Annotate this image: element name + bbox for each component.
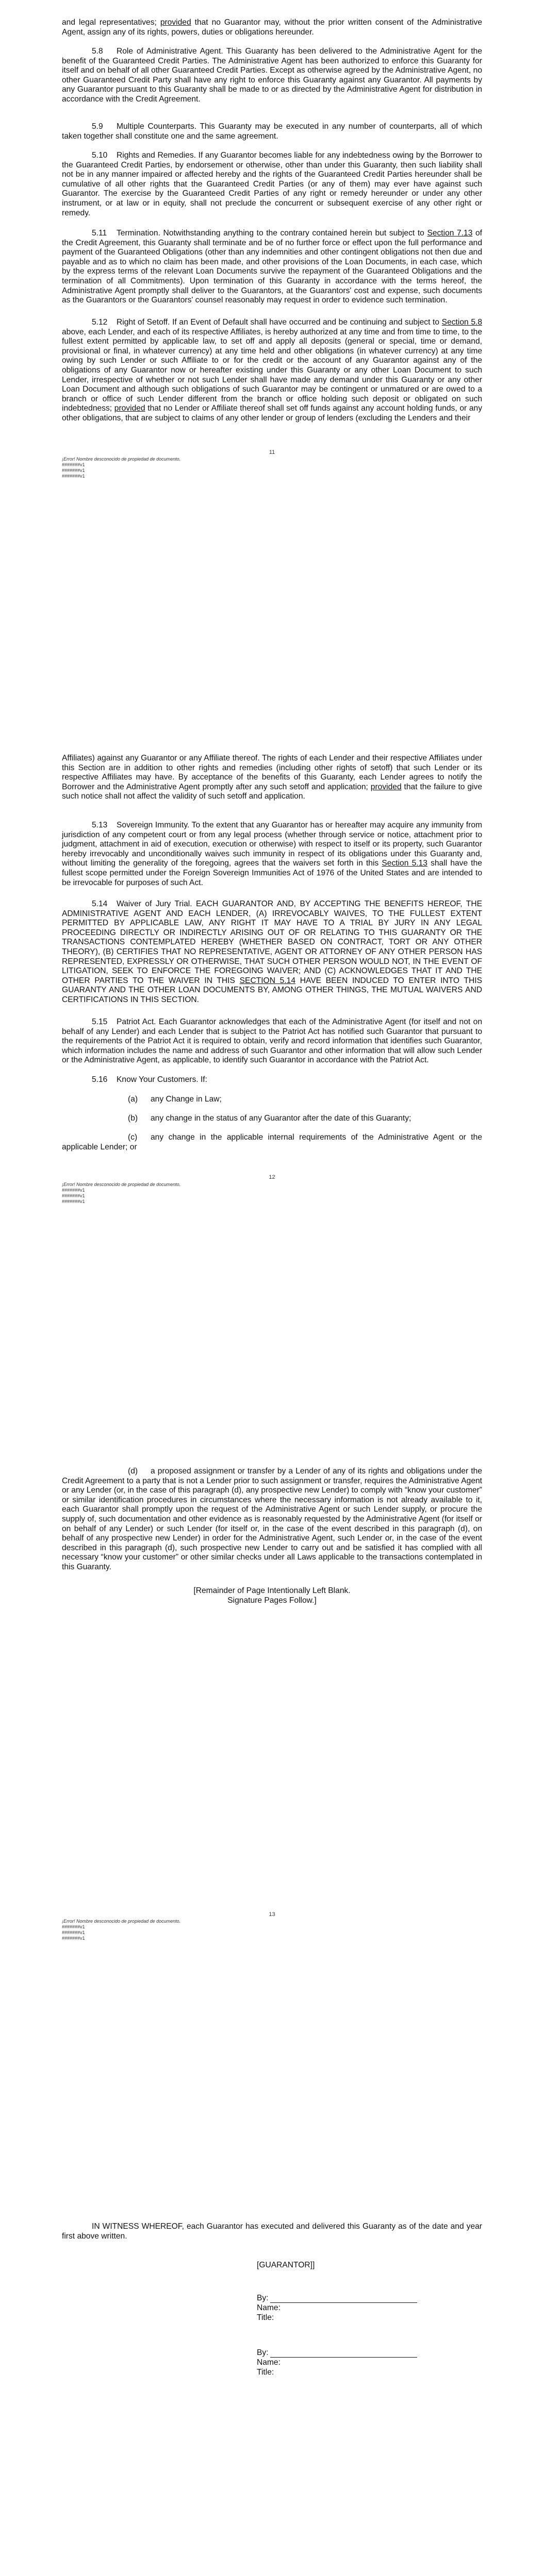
name-label: Name: <box>257 2358 281 2367</box>
section-5-14 <box>62 900 482 1005</box>
page-number: 13 <box>269 1911 275 1918</box>
section-5-11 <box>62 229 482 306</box>
section-text: Termination. Notwithstanding anything to the contrary contained herein but subject to <box>117 229 427 238</box>
footer-error: ¡Error! Nombre desconocido de propiedad de documento. <box>62 1182 181 1187</box>
footer-doc-id <box>62 1919 180 1941</box>
doc-id: #######v1 <box>62 1199 85 1204</box>
text: and legal representatives; <box>62 18 160 27</box>
section-number: 5.13 <box>92 821 108 829</box>
section-reference: Section 5.8 <box>441 318 482 327</box>
list-label: (a) <box>128 1095 138 1104</box>
title-label: Title: <box>257 2368 274 2377</box>
remainder-note-2: Signature Pages Follow.] <box>227 1596 317 1605</box>
footer-error: ¡Error! Nombre desconocido de propiedad de documento. <box>62 456 181 462</box>
doc-id: #######v1 <box>62 473 85 479</box>
list-text: any change in the applicable internal requirements of the Administrative Agent or the applicable Lender; or <box>62 1133 482 1151</box>
footer-doc-id <box>62 1182 180 1205</box>
section-number: 5.11 <box>92 229 107 238</box>
section-text: Know Your Customers. If: <box>117 1075 207 1084</box>
section-text: Patriot Act. Each Guarantor acknowledges that each of the Administrative Agent (for itself and not on behalf of any Lender) and each Lender that is subject to the Patriot Act has notified such Guarantor that pursuant to the requirements of the Patriot Act it is required to obtain, verify and record information that identifies such Guarantor, which information includes the name and address of such Guarantor and other information that will allow such Lender or the Administrative Agent, as applicable, to identify such Guarantor in accordance with the Patriot Act. <box>62 1018 482 1065</box>
footer-error: ¡Error! Nombre desconocido de propiedad de documento. <box>62 1919 181 1924</box>
remainder-note-1: [Remainder of Page Intentionally Left Blank. <box>193 1586 351 1595</box>
list-item-a <box>92 1095 482 1105</box>
section-text: Sovereign Immunity. To the extent that any Guarantor has or hereafter may acquire any immunity from jurisdiction of any competent court or from any legal process (whether through service or notice, attachment prior to judgment, attachment in aid of execution, execution or otherwise) with respect to itself or its property, such Guarantor hereby irrevocably and unconditionally waives such immunity in respect of its obligations under this Guaranty and, without limiting the generality of the foregoing, agrees that the waivers set forth in this <box>62 821 482 868</box>
section-text: that no Lender or Affiliate thereof shall set off funds against any account holding funds, or any other obligations, that are subject to claims of any other lender or group of lenders (excluding the Lenders and their <box>62 404 482 422</box>
paragraph-intro <box>62 18 482 37</box>
text: that the failure to give such notice shall not affect the validity of such setoff and application. <box>62 782 482 801</box>
section-5-8 <box>62 47 482 105</box>
text-underlined: provided <box>160 18 191 27</box>
section-reference: Section 7.13 <box>427 229 473 238</box>
section-5-15 <box>62 1018 482 1065</box>
title-label: Title: <box>257 2313 274 2322</box>
section-text: Waiver of Jury Trial. EACH GUARANTOR AND, BY ACCEPTING THE BENEFITS HEREOF, THE ADMINISTRATIVE AGENT AND EACH LENDER, (A) IRREVOCABLY WAIVES, TO THE FULLEST EXTENT PERMITTED BY APPLICABLE LAW, ANY RIGHT IT MAY HAVE TO A TRIAL BY JURY IN ANY LEGAL PROCEEDING DIRECTLY OR INDIRECTLY ARISING OUT OF OR RELATING TO THIS GUARANTY OR THE TRANSACTIONS CONTEMPLATED HEREBY (WHETHER BASED ON CONTRACT, TORT OR ANY OTHER THEORY), (B) CERTIFIES THAT NO REPRESENTATIVE, AGENT OR ATTORNEY OF ANY OTHER PERSON HAS REPRESENTED, EXPRESSLY OR OTHERWISE, THAT SUCH OTHER PERSON WOULD NOT, IN THE EVENT OF LITIGATION, SEEK TO ENFORCE THE FOREGOING WAIVER; AND (C) ACKNOWLEDGES THAT IT AND THE OTHER PARTIES TO THE WAIVER IN THIS <box>62 900 482 985</box>
section-5-13 <box>62 821 482 888</box>
section-text: Right of Setoff. If an Event of Default shall have occurred and be continuing and subject to <box>117 318 442 327</box>
witness-text: IN WITNESS WHEREOF, each Guarantor has executed and delivered this Guaranty as of the date and year first above written. <box>62 2222 482 2241</box>
by-label: By: <box>257 2348 269 2357</box>
signature-block-2 <box>257 2348 417 2377</box>
section-text: HAVE BEEN INDUCED TO ENTER INTO THIS GUARANTY AND THE OTHER LOAN DOCUMENTS BY, AMONG OTHER THINGS, THE MUTUAL WAIVERS AND CERTIFICATIONS IN THIS SECTION. <box>62 976 482 1004</box>
doc-id: #######v1 <box>62 468 85 473</box>
signature-block-1 <box>257 2293 417 2323</box>
text-underlined: provided <box>370 782 402 791</box>
section-reference: SECTION 5.14 <box>239 976 296 985</box>
list-label: (b) <box>128 1114 138 1123</box>
doc-id: #######v1 <box>62 1188 85 1193</box>
section-5-12 <box>62 318 482 423</box>
list-label: (c) <box>128 1133 138 1142</box>
doc-id: #######v1 <box>62 1193 85 1198</box>
list-label: (d) <box>128 1467 138 1476</box>
footer-doc-id <box>62 456 180 479</box>
list-text: any Change in Law; <box>151 1095 222 1104</box>
section-text: Rights and Remedies. If any Guarantor becomes liable for any indebtedness owing by the Borrower to the Guaranteed Credit Parties, by endorsement or otherwise, other than under this Guaranty, then such liability shall not be in any manner impaired or affected hereby and the rights of the Guaranteed Credit Parties hereunder shall be cumulative of all other rights that the Guaranteed Credit Parties (or any of them) may ever have against such Guarantor. The exercise by the Guaranteed Credit Parties of any right or remedy hereunder or under any other instrument, or at law or in equity, shall not preclude the concurrent or subsequent exercise of any other right or remedy. <box>62 151 482 217</box>
signature-line[interactable] <box>270 2296 417 2303</box>
signature-line[interactable] <box>270 2350 417 2358</box>
by-label: By: <box>257 2294 269 2302</box>
section-5-16 <box>62 1075 482 1085</box>
text-underlined: provided <box>114 404 145 413</box>
section-number: 5.15 <box>92 1018 108 1026</box>
name-label: Name: <box>257 2303 281 2312</box>
page-number: 11 <box>269 449 275 455</box>
guarantor-name: [GUARANTOR]] <box>257 2261 315 2269</box>
text: Affiliates) against any Guarantor or any Affiliate thereof. The rights of each Lender and their respective Affiliates under this Section are in addition to other rights and remedies (including other rights of setoff) that such Lender or its respective Affiliates may have. By acceptance of the benefits of this Guaranty, each Lender agrees to notify the Borrower and the Administrative Agent promptly after any such setoff and application; <box>62 754 482 791</box>
section-text: Multiple Counterparts. This Guaranty may be executed in any number of counterparts, all of which taken together shall constitute one and the same agreement. <box>62 122 482 141</box>
doc-id: #######v1 <box>62 462 85 467</box>
section-number: 5.9 <box>92 122 103 131</box>
section-reference: Section 5.13 <box>382 859 427 868</box>
section-text: above, each Lender, and each of its respective Affiliates, is hereby authorized at any time and from time to time, to the fullest extent permitted by applicable law, to set off and apply all deposits (general or special, time or demand, provisional or final, in whatever currency) at any time held and other obligations (in whatever currency) at any time owing by such Lender or such Affiliate to or for the credit or the account of any Guarantor against any of the obligations of any Guarantor now or hereafter existing under this Guaranty or any other Loan Document to such Lender, irrespective of whether or not such Lender shall have made any demand under this Guaranty or any other Loan Document and although such obligations of such Guarantor may be contingent or unmatured or are owed to a branch or office of such Lender different from the branch or office holding such deposit or obligated on such indebtedness; <box>62 327 482 413</box>
section-text: shall have the fullest scope permitted under the Foreign Sovereign Immunities Act of 1976 of the United States and are intended to be irrevocable for purposes of such Act. <box>62 859 482 887</box>
section-text: Role of Administrative Agent. This Guaranty has been delivered to the Administrative Agent for the benefit of the Guaranteed Credit Parties. The Administrative Agent has been authorized to enforce this Guaranty for itself and on behalf of all other Guaranteed Credit Parties. Except as otherwise agreed by the Administrative Agent, no other Guaranteed Credit Party shall have any right to enforce this Guaranty against any Guarantor. All payments by any Guarantor pursuant to this Guaranty shall be made to or as directed by the Administrative Agent for distribution in accordance with the Credit Agreement. <box>62 47 482 104</box>
doc-id: #######v1 <box>62 1936 85 1941</box>
section-number: 5.14 <box>92 900 108 908</box>
list-item-b <box>92 1114 482 1124</box>
section-5-9 <box>62 122 482 141</box>
text: that no Guarantor may, without the prior written consent of the Administrative Agent, assign any of its rights, powers, duties or obligations hereunder. <box>62 18 482 37</box>
list-item-c <box>62 1133 482 1152</box>
list-item-d <box>62 1467 482 1572</box>
page-number: 12 <box>269 1174 275 1180</box>
doc-id: #######v1 <box>62 1930 85 1935</box>
section-number: 5.12 <box>92 318 108 327</box>
paragraph-continued <box>62 754 482 802</box>
section-number: 5.10 <box>92 151 108 160</box>
section-number: 5.16 <box>92 1075 108 1084</box>
section-text: of the Credit Agreement, this Guaranty shall terminate and be of no further force or effect upon the full performance and payment of the Guaranteed Obligations (other than any indemnities and other contingent obligations not then due and payable and as to which no claim has been made, and other provisions of the Loan Documents, in each case, which by the express terms of the relevant Loan Documents survive the repayment of the Guaranteed Obligations and the termination of all Commitments). Upon termination of this Guaranty in accordance with the terms hereof, the Administrative Agent promptly shall deliver to the Guarantors, at the Guarantors' cost and expense, such documents as the Guarantors or the Guarantors' counsel reasonably may request in order to evidence such termination. <box>62 229 482 305</box>
section-5-10 <box>62 151 482 218</box>
witness-paragraph <box>62 2222 482 2241</box>
section-number: 5.8 <box>92 47 103 56</box>
doc-id: #######v1 <box>62 1924 85 1929</box>
list-text: any change in the status of any Guarantor after the date of this Guaranty; <box>151 1114 411 1123</box>
list-text: a proposed assignment or transfer by a Lender of any of its rights and obligations under the Credit Agreement to a party that is not a Lender prior to such assignment or transfer, requires the Administrative Agent or any Lender (or, in the case of this paragraph (d), any prospective new Lender) to comply with “know your customer” or similar identification procedures in circumstances where the necessary information is not already available to it, each Guarantor shall promptly upon the request of the Administrative Agent or such Lender supply, or procure the supply of, such documentation and other evidence as is reasonably requested by the Administrative Agent (for itself or on behalf of any Lender) or such Lender (for itself or, in the case of the event described in this paragraph (d), on behalf of any prospective new Lender) in order for the Administrative Agent, such Lender or, in the case of the event described in this paragraph (d), such prospective new Lender to carry out and be satisfied it has complied with all necessary “know your customer” or other similar checks under all Laws applicable to the transactions contemplated in this Guaranty. <box>62 1467 482 1571</box>
